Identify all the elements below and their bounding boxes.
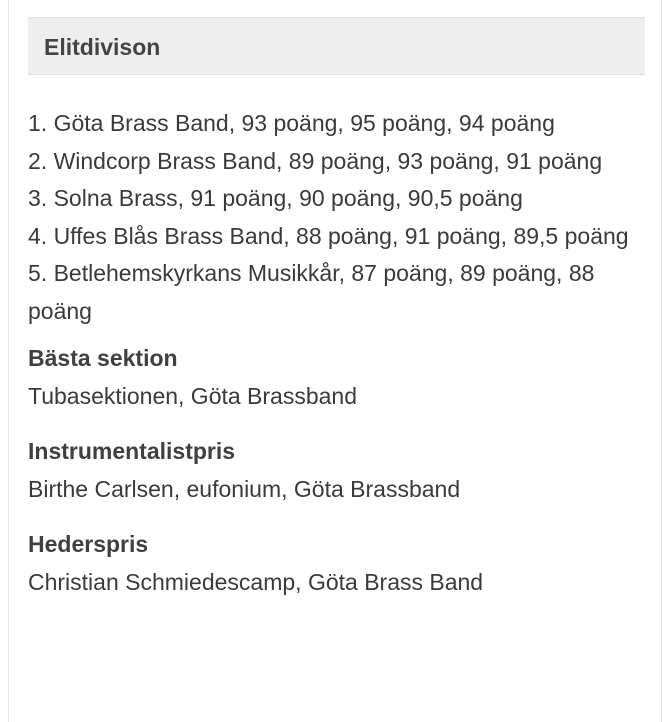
results-list <box>28 105 638 330</box>
result-item: 4. Uffes Blås Brass Band, 88 poäng, 91 poäng, 89,5 poäng <box>28 222 629 249</box>
instrumentalist-text: Birthe Carlsen, eufonium, Göta Brassband <box>28 476 461 502</box>
page-left-border <box>8 0 9 722</box>
result-item: 1. Göta Brass Band, 93 poäng, 95 poäng, 94 poäng <box>28 110 555 136</box>
best-section-award <box>28 340 638 415</box>
honor-heading: Hederspris <box>28 531 149 557</box>
result-item: 2. Windcorp Brass Band, 89 poäng, 93 poäng, 91 poäng <box>28 147 603 174</box>
best-section-heading: Bästa sektion <box>28 345 178 371</box>
page-right-border <box>661 0 662 722</box>
panel-title: Elitdivison <box>44 34 161 60</box>
honor-text: Christian Schmiedescamp, Göta Brass Band <box>28 569 484 595</box>
panel-content <box>28 105 638 601</box>
honor-award <box>28 526 638 601</box>
panel-header <box>28 17 645 75</box>
result-item: 5. Betlehemskyrkans Musikkår, 87 poäng, 89 poäng, 88 poäng <box>28 260 595 324</box>
best-section-text: Tubasektionen, Göta Brassband <box>28 383 358 409</box>
result-item: 3. Solna Brass, 91 poäng, 90 poäng, 90,5 poäng <box>28 185 523 211</box>
instrumentalist-award <box>28 433 638 508</box>
instrumentalist-heading: Instrumentalistpris <box>28 438 236 464</box>
